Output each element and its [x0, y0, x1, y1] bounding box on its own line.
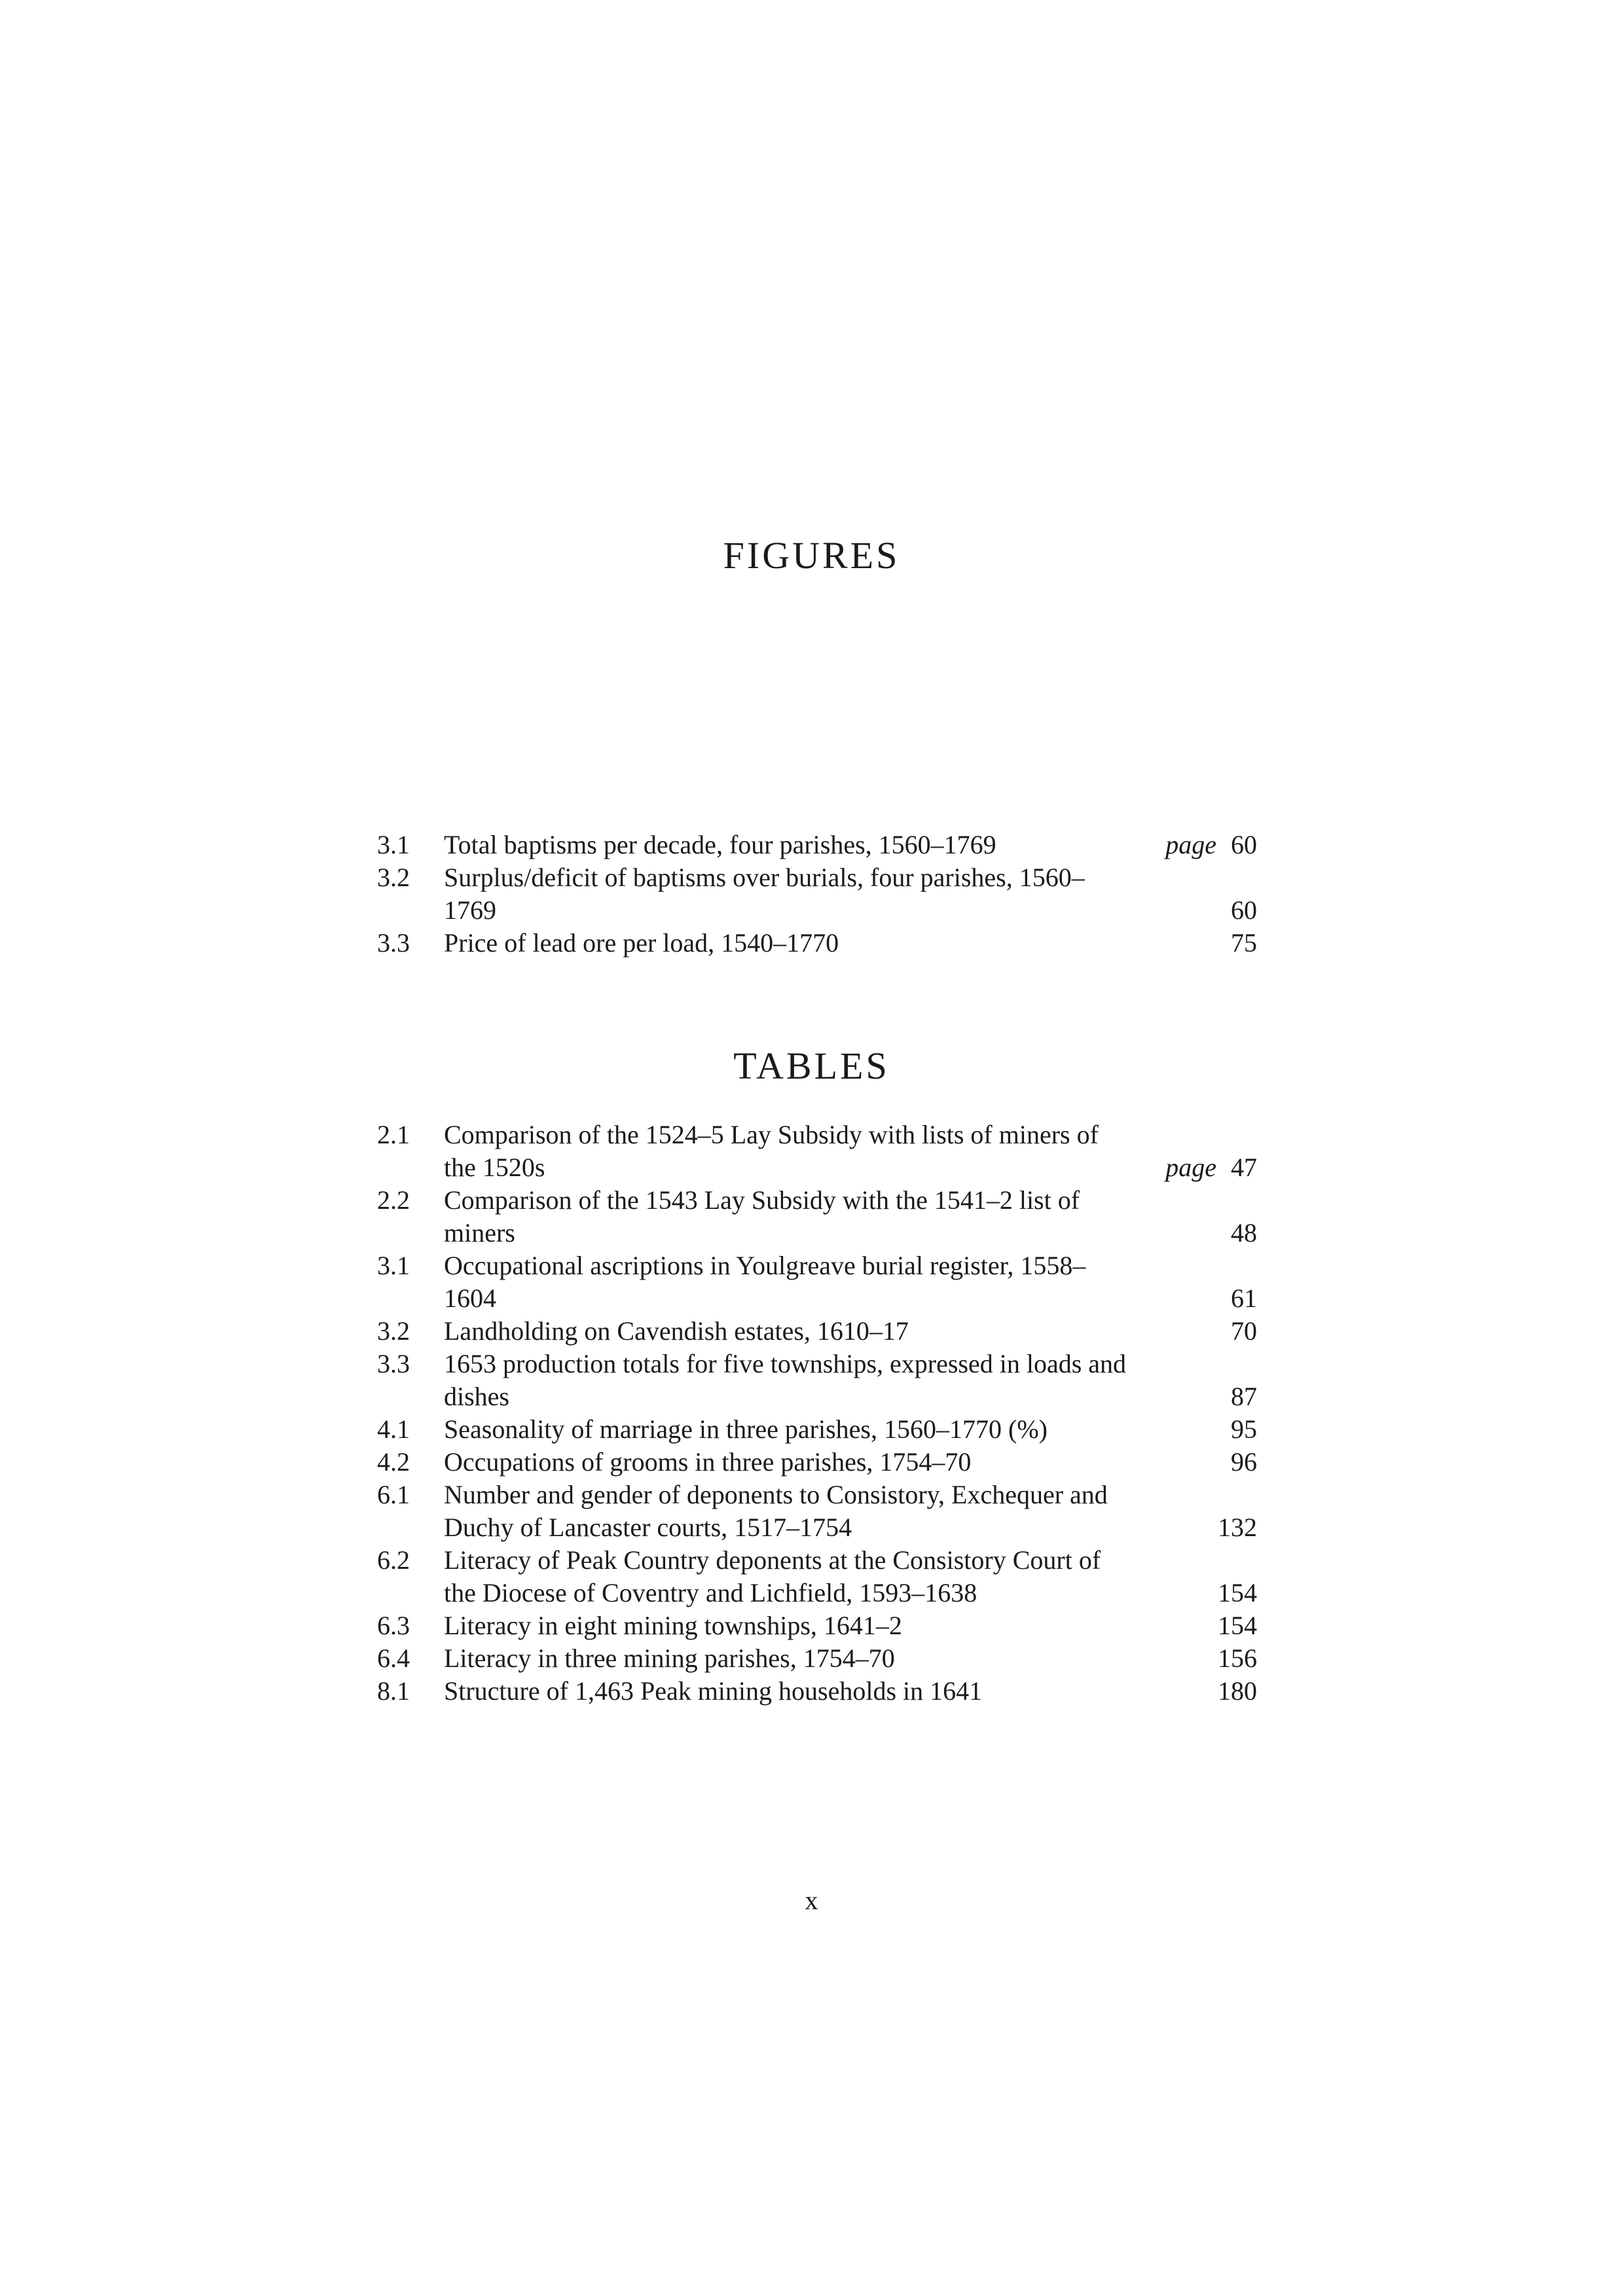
page-number: 61 — [1231, 1283, 1257, 1313]
entry-page — [1139, 1151, 1257, 1184]
entry-title: Seasonality of marriage in three parishes, 1560–1770 (%) — [444, 1414, 1048, 1444]
entry-title: Occupations of grooms in three parishes, 1754–70 — [444, 1447, 972, 1477]
entry-number: 3.1 — [377, 830, 410, 859]
entry-title: 1653 production totals for five townships, expressed in loads and dishes — [444, 1349, 1127, 1411]
page-number: 95 — [1231, 1414, 1257, 1444]
page-number: 156 — [1218, 1643, 1257, 1673]
page-number: 60 — [1231, 830, 1257, 859]
entry-title: Price of lead ore per load, 1540–1770 — [444, 928, 839, 958]
table-entry — [377, 1675, 1257, 1708]
entry-page — [1139, 829, 1257, 861]
entry-number: 6.2 — [377, 1545, 410, 1575]
entry-title: Total baptisms per decade, four parishes, 1560–1769 — [444, 830, 996, 859]
figure-entry — [377, 861, 1257, 927]
page-number: 132 — [1218, 1513, 1257, 1542]
figure-entry — [377, 927, 1257, 960]
entry-title: Number and gender of deponents to Consistory, Exchequer and Duchy of Lancaster courts, 1517–1754 — [444, 1480, 1108, 1542]
page-number: 48 — [1231, 1218, 1257, 1247]
entry-title: Literacy of Peak Country deponents at the Consistory Court of the Diocese of Coventry and Lichfield, 1593–1638 — [444, 1545, 1101, 1607]
entry-title: Literacy in eight mining townships, 1641–2 — [444, 1611, 902, 1640]
table-entry — [377, 1609, 1257, 1642]
entry-number: 2.1 — [377, 1120, 410, 1149]
figures-heading: FIGURES — [723, 534, 900, 577]
table-entry — [377, 1119, 1257, 1184]
table-entry — [377, 1348, 1257, 1413]
page-label: page — [1165, 1153, 1216, 1182]
table-entry — [377, 1479, 1257, 1544]
table-entry — [377, 1249, 1257, 1315]
entry-title: Surplus/deficit of baptisms over burials, four parishes, 1560–1769 — [444, 863, 1085, 925]
entry-number: 3.3 — [377, 1349, 410, 1378]
entry-title: Landholding on Cavendish estates, 1610–17 — [444, 1316, 909, 1346]
entry-title: Structure of 1,463 Peak mining households in 1641 — [444, 1676, 983, 1706]
page-number: 154 — [1218, 1578, 1257, 1607]
page-number: 75 — [1231, 928, 1257, 958]
entry-title: Comparison of the 1543 Lay Subsidy with the 1541–2 list of miners — [444, 1185, 1080, 1247]
figure-entry — [377, 829, 1257, 861]
page-number: 180 — [1218, 1676, 1257, 1706]
page-number: 60 — [1231, 895, 1257, 925]
entry-title: Literacy in three mining parishes, 1754–70 — [444, 1643, 895, 1673]
table-entry — [377, 1184, 1257, 1249]
entry-number: 3.2 — [377, 1316, 410, 1346]
tables-list — [377, 1119, 1257, 1708]
entry-number: 3.3 — [377, 928, 410, 958]
tables-heading: TABLES — [733, 1045, 890, 1087]
entry-number: 6.3 — [377, 1611, 410, 1640]
entry-number: 6.1 — [377, 1480, 410, 1509]
table-entry — [377, 1315, 1257, 1348]
entry-number: 4.1 — [377, 1414, 410, 1444]
entry-number: 8.1 — [377, 1676, 410, 1706]
table-entry — [377, 1642, 1257, 1675]
entry-number: 3.2 — [377, 863, 410, 892]
entry-number: 4.2 — [377, 1447, 410, 1477]
page-number: 87 — [1231, 1382, 1257, 1411]
entry-number: 2.2 — [377, 1185, 410, 1215]
page-label: page — [1165, 830, 1216, 859]
page-number: 154 — [1218, 1611, 1257, 1640]
page-number: 70 — [1231, 1316, 1257, 1346]
page-number: 47 — [1231, 1153, 1257, 1182]
entry-number: 3.1 — [377, 1251, 410, 1280]
entry-title: Comparison of the 1524–5 Lay Subsidy with lists of miners of the 1520s — [444, 1120, 1099, 1182]
table-entry — [377, 1446, 1257, 1479]
entry-title: Occupational ascriptions in Youlgreave burial register, 1558–1604 — [444, 1251, 1086, 1313]
entry-number: 6.4 — [377, 1643, 410, 1673]
figures-list — [377, 829, 1257, 960]
page-folio: x — [805, 1886, 818, 1915]
table-entry — [377, 1413, 1257, 1446]
table-entry — [377, 1544, 1257, 1609]
page-number: 96 — [1231, 1447, 1257, 1477]
